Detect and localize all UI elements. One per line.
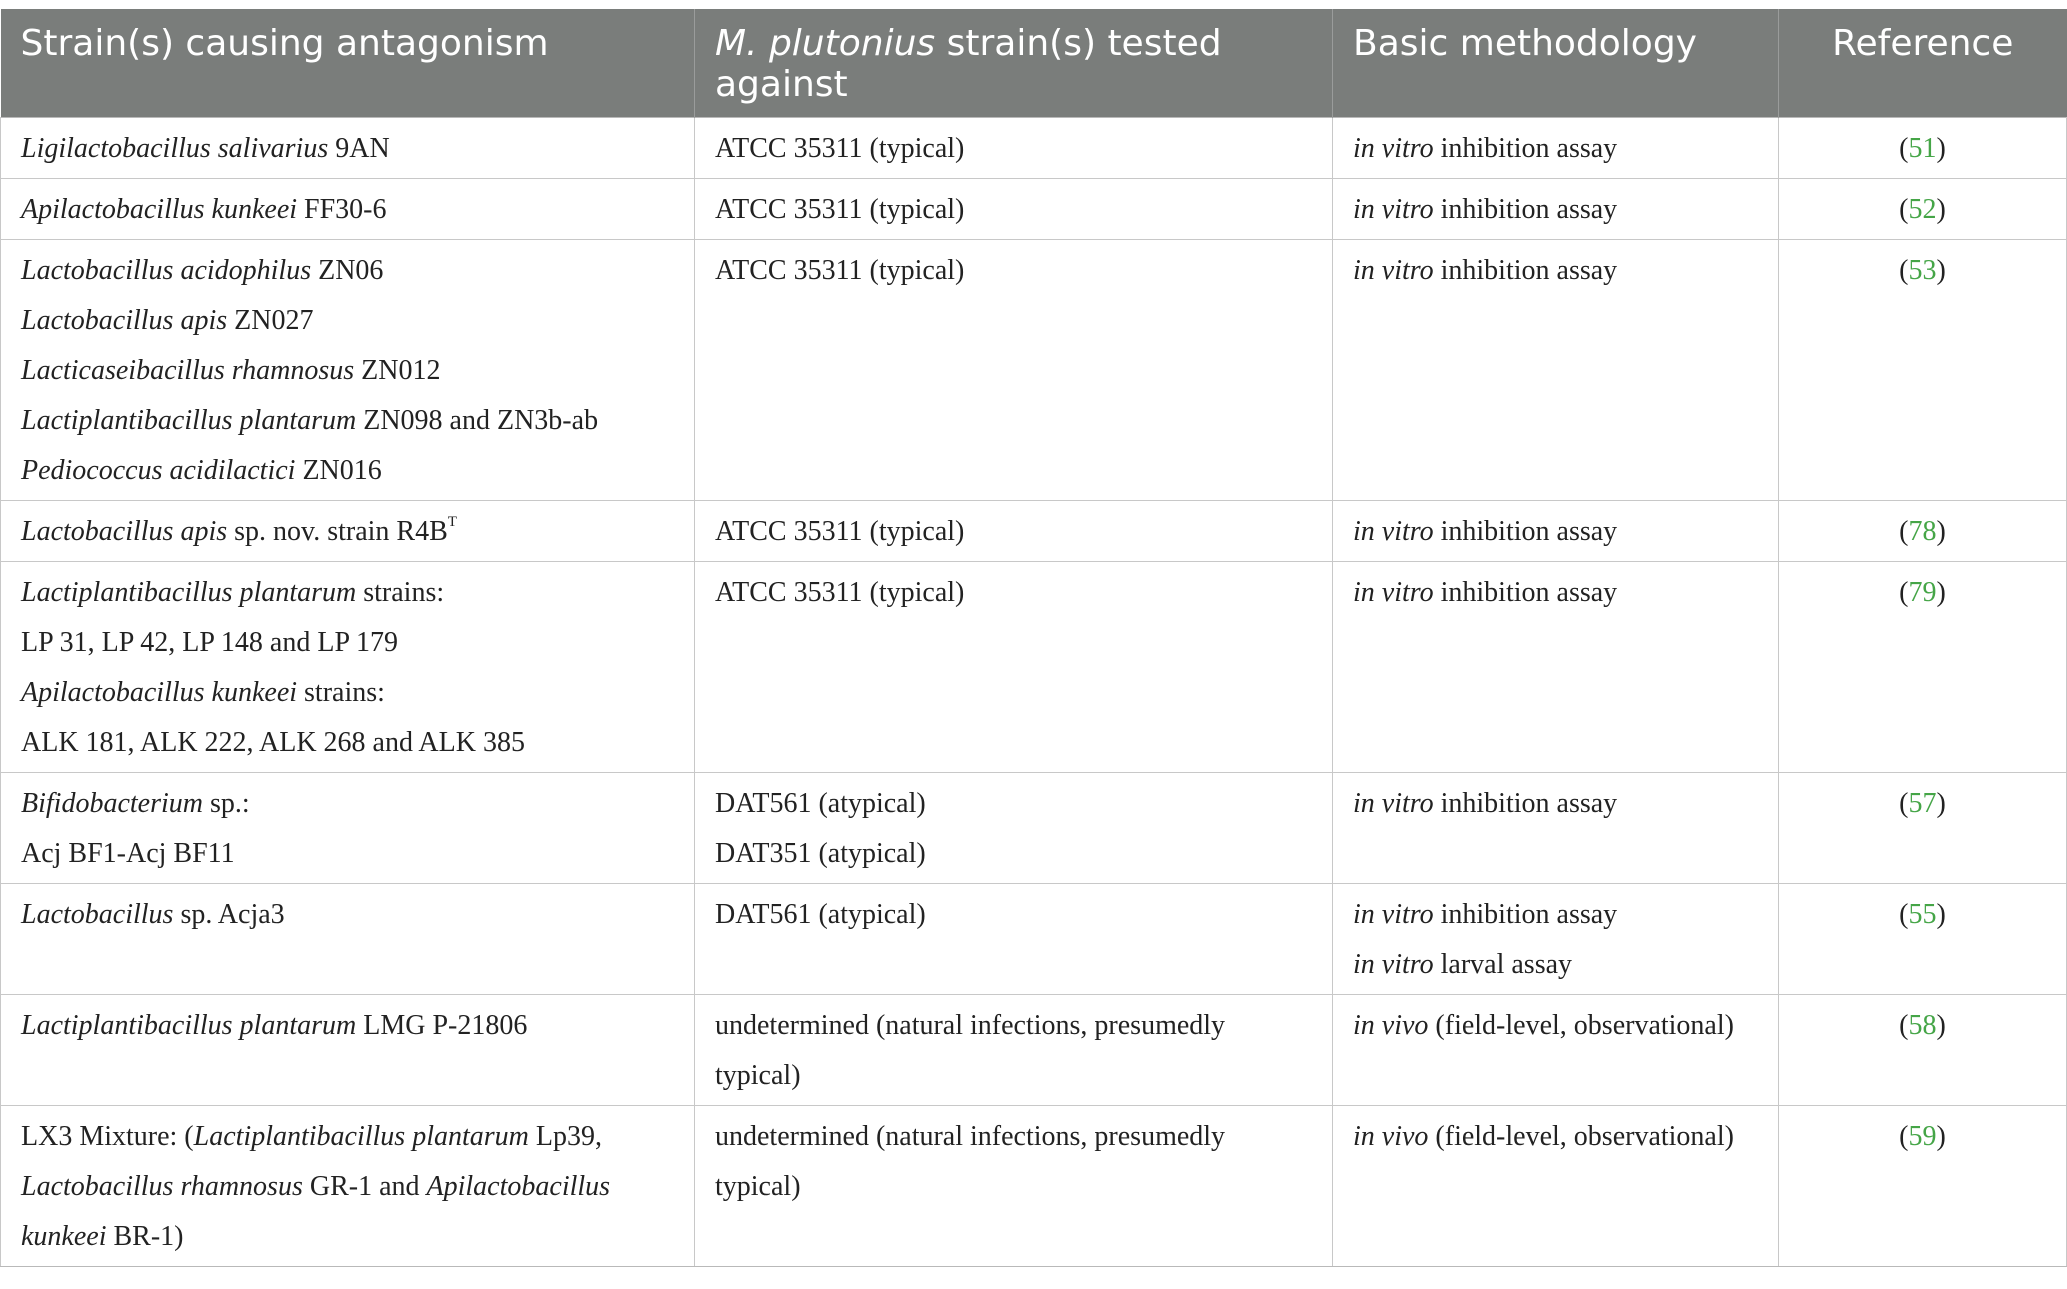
tested-line: DAT561 (atypical) bbox=[715, 899, 926, 930]
header-col2-text: strain(s) tested against bbox=[715, 23, 1222, 105]
italic-text: in vitro bbox=[1353, 516, 1434, 547]
table-body bbox=[1, 118, 2067, 1267]
cell-tested-against bbox=[695, 562, 1333, 773]
cell-tested-against bbox=[695, 884, 1333, 995]
strain-line bbox=[21, 446, 674, 496]
cell-reference: (59) bbox=[1779, 1106, 2067, 1267]
italic-text: Lacticaseibacillus rhamnosus bbox=[21, 355, 355, 386]
cell-methodology bbox=[1333, 995, 1779, 1106]
plain-text: FF30-6 bbox=[297, 194, 387, 225]
strain-line bbox=[21, 779, 674, 829]
plain-text: sp.: bbox=[202, 788, 250, 819]
table-row bbox=[1, 773, 2067, 884]
plain-text: LP 31, LP 42, LP 148 and LP 179 bbox=[21, 627, 398, 658]
tested-line: typical) bbox=[715, 1171, 801, 1202]
plain-text: ZN06 bbox=[311, 255, 384, 286]
cell-reference: (52) bbox=[1779, 179, 2067, 240]
cell-methodology bbox=[1333, 562, 1779, 773]
tested-line: ATCC 35311 (typical) bbox=[715, 516, 965, 547]
cell-methodology bbox=[1333, 179, 1779, 240]
plain-text: inhibition assay bbox=[1433, 255, 1618, 286]
italic-text: Apilactobacillus kunkeei bbox=[21, 194, 298, 225]
plain-text: Acj BF1-Acj BF11 bbox=[21, 838, 235, 869]
header-col2-species: M. plutonius bbox=[715, 23, 936, 64]
plain-text: inhibition assay bbox=[1433, 516, 1618, 547]
strain-line bbox=[21, 246, 674, 296]
reference-link[interactable]: 53 bbox=[1908, 255, 1937, 286]
plain-text: LX3 Mixture: ( bbox=[21, 1121, 194, 1152]
header-col1-text: Strain(s) causing antagonism bbox=[20, 23, 549, 64]
reference-link[interactable]: 57 bbox=[1908, 788, 1937, 819]
italic-text: Pediococcus acidilactici bbox=[21, 455, 296, 486]
cell-strain-causing-antagonism bbox=[1, 884, 695, 995]
reference-link[interactable]: 52 bbox=[1908, 194, 1937, 225]
italic-text: in vitro bbox=[1353, 133, 1434, 164]
plain-text: inhibition assay bbox=[1433, 577, 1618, 608]
italic-text: Lactobacillus bbox=[21, 899, 174, 930]
strain-line bbox=[21, 185, 674, 235]
cell-reference: (58) bbox=[1779, 995, 2067, 1106]
method-line bbox=[1353, 185, 1758, 235]
cell-methodology bbox=[1333, 773, 1779, 884]
cell-strain-causing-antagonism bbox=[1, 179, 695, 240]
reference-link[interactable]: 51 bbox=[1908, 133, 1937, 164]
reference-link[interactable]: 59 bbox=[1908, 1121, 1937, 1152]
method-line bbox=[1353, 940, 1758, 990]
italic-text: in vitro bbox=[1353, 194, 1434, 225]
strain-line bbox=[21, 507, 674, 557]
italic-text: Lactiplantibacillus plantarum bbox=[193, 1121, 529, 1152]
antagonism-table-container bbox=[0, 9, 2066, 1267]
reference-link[interactable]: 55 bbox=[1908, 899, 1937, 930]
cell-tested-against bbox=[695, 118, 1333, 179]
italic-text: in vivo bbox=[1353, 1010, 1429, 1041]
cell-strain-causing-antagonism bbox=[1, 501, 695, 562]
header-col3-text: Basic methodology bbox=[1353, 23, 1697, 64]
italic-text: Lactobacillus acidophilus bbox=[21, 255, 312, 286]
plain-text: strains: bbox=[356, 577, 445, 608]
plain-text: ZN027 bbox=[227, 305, 314, 336]
plain-text: (field-level, observational) bbox=[1428, 1010, 1734, 1041]
header-strains-causing-antagonism bbox=[1, 9, 695, 118]
plain-text: larval assay bbox=[1433, 949, 1573, 980]
method-line bbox=[1353, 1112, 1758, 1162]
strain-line bbox=[21, 568, 674, 618]
tested-line: ATCC 35311 (typical) bbox=[715, 255, 965, 286]
tested-line: undetermined (natural infections, presumedly bbox=[715, 1010, 1226, 1041]
strain-line bbox=[21, 618, 674, 668]
cell-tested-against bbox=[695, 501, 1333, 562]
tested-line: ATCC 35311 (typical) bbox=[715, 194, 965, 225]
plain-text: ZN012 bbox=[354, 355, 441, 386]
italic-text: Lactiplantibacillus plantarum bbox=[21, 577, 357, 608]
header-basic-methodology bbox=[1333, 9, 1779, 118]
cell-strain-causing-antagonism bbox=[1, 562, 695, 773]
method-line bbox=[1353, 568, 1758, 618]
plain-text: BR-1) bbox=[106, 1221, 184, 1252]
plain-text: sp. Acja3 bbox=[173, 899, 285, 930]
cell-tested-against bbox=[695, 179, 1333, 240]
italic-text: in vitro bbox=[1353, 255, 1434, 286]
cell-strain-causing-antagonism bbox=[1, 773, 695, 884]
table-row bbox=[1, 240, 2067, 501]
cell-methodology bbox=[1333, 240, 1779, 501]
superscript-text: T bbox=[447, 514, 457, 530]
italic-text: in vitro bbox=[1353, 788, 1434, 819]
italic-text: in vitro bbox=[1353, 577, 1434, 608]
header-col4-text: Reference bbox=[1832, 23, 2014, 64]
strain-line bbox=[21, 346, 674, 396]
table-row bbox=[1, 179, 2067, 240]
italic-text: in vivo bbox=[1353, 1121, 1429, 1152]
plain-text: inhibition assay bbox=[1433, 194, 1618, 225]
table-row bbox=[1, 118, 2067, 179]
plain-text: ZN016 bbox=[295, 455, 382, 486]
table-row bbox=[1, 501, 2067, 562]
cell-reference: (78) bbox=[1779, 501, 2067, 562]
italic-text: Lactobacillus apis bbox=[21, 516, 228, 547]
cell-reference: (55) bbox=[1779, 884, 2067, 995]
cell-strain-causing-antagonism bbox=[1, 118, 695, 179]
antagonism-table bbox=[0, 9, 2067, 1267]
tested-line: DAT351 (atypical) bbox=[715, 838, 926, 869]
strain-line bbox=[21, 1162, 674, 1212]
cell-strain-causing-antagonism bbox=[1, 995, 695, 1106]
plain-text: 9AN bbox=[328, 133, 390, 164]
table-row bbox=[1, 1106, 2067, 1267]
cell-tested-against bbox=[695, 1106, 1333, 1267]
cell-reference: (53) bbox=[1779, 240, 2067, 501]
reference-link[interactable]: 58 bbox=[1908, 1010, 1937, 1041]
italic-text: Apilactobacillus bbox=[426, 1171, 611, 1202]
plain-text: inhibition assay bbox=[1433, 788, 1618, 819]
cell-reference: (57) bbox=[1779, 773, 2067, 884]
plain-text: inhibition assay bbox=[1433, 133, 1618, 164]
cell-reference: (51) bbox=[1779, 118, 2067, 179]
italic-text: in vitro bbox=[1353, 949, 1434, 980]
plain-text: strains: bbox=[297, 677, 385, 708]
tested-line: ATCC 35311 (typical) bbox=[715, 133, 965, 164]
cell-tested-against bbox=[695, 773, 1333, 884]
cell-reference: (79) bbox=[1779, 562, 2067, 773]
cell-strain-causing-antagonism bbox=[1, 240, 695, 501]
strain-line bbox=[21, 296, 674, 346]
strain-line bbox=[21, 668, 674, 718]
plain-text: Lp39, bbox=[528, 1121, 602, 1152]
cell-methodology bbox=[1333, 118, 1779, 179]
italic-text: Apilactobacillus kunkeei bbox=[21, 677, 298, 708]
table-row bbox=[1, 995, 2067, 1106]
method-line bbox=[1353, 246, 1758, 296]
plain-text: ZN098 and ZN3b-ab bbox=[356, 405, 599, 436]
tested-line: typical) bbox=[715, 1060, 801, 1091]
italic-text: Ligilactobacillus salivarius bbox=[21, 133, 329, 164]
strain-line bbox=[21, 718, 674, 768]
cell-methodology bbox=[1333, 884, 1779, 995]
strain-line bbox=[21, 124, 674, 174]
cell-tested-against bbox=[695, 240, 1333, 501]
italic-text: Lactiplantibacillus plantarum bbox=[21, 1010, 357, 1041]
plain-text: GR-1 and bbox=[302, 1171, 427, 1202]
header-row bbox=[1, 9, 2067, 118]
plain-text: ALK 181, ALK 222, ALK 268 and ALK 385 bbox=[21, 727, 525, 758]
header-strains-tested-against bbox=[695, 9, 1333, 118]
italic-text: Lactobacillus rhamnosus bbox=[21, 1171, 303, 1202]
method-line bbox=[1353, 124, 1758, 174]
cell-methodology bbox=[1333, 1106, 1779, 1267]
cell-tested-against bbox=[695, 995, 1333, 1106]
reference-link[interactable]: 79 bbox=[1908, 577, 1937, 608]
strain-line bbox=[21, 1112, 674, 1162]
table-row bbox=[1, 884, 2067, 995]
strain-line bbox=[21, 1212, 674, 1262]
table-row bbox=[1, 562, 2067, 773]
method-line bbox=[1353, 779, 1758, 829]
strain-line bbox=[21, 396, 674, 446]
italic-text: in vitro bbox=[1353, 899, 1434, 930]
plain-text: sp. nov. strain R4B bbox=[227, 516, 448, 547]
italic-text: Lactiplantibacillus plantarum bbox=[21, 405, 357, 436]
cell-methodology bbox=[1333, 501, 1779, 562]
method-line bbox=[1353, 1001, 1758, 1051]
reference-link[interactable]: 78 bbox=[1908, 516, 1937, 547]
cell-strain-causing-antagonism bbox=[1, 1106, 695, 1267]
strain-line bbox=[21, 829, 674, 879]
italic-text: Bifidobacterium bbox=[21, 788, 203, 819]
plain-text: (field-level, observational) bbox=[1428, 1121, 1734, 1152]
header-reference bbox=[1779, 9, 2067, 118]
strain-line bbox=[21, 1001, 674, 1051]
tested-line: undetermined (natural infections, presumedly bbox=[715, 1121, 1226, 1152]
tested-line: ATCC 35311 (typical) bbox=[715, 577, 965, 608]
plain-text: inhibition assay bbox=[1433, 899, 1618, 930]
method-line bbox=[1353, 890, 1758, 940]
italic-text: Lactobacillus apis bbox=[21, 305, 228, 336]
table-header bbox=[1, 9, 2067, 118]
strain-line bbox=[21, 890, 674, 940]
tested-line: DAT561 (atypical) bbox=[715, 788, 926, 819]
italic-text: kunkeei bbox=[21, 1221, 107, 1252]
plain-text: LMG P-21806 bbox=[356, 1010, 528, 1041]
method-line bbox=[1353, 507, 1758, 557]
